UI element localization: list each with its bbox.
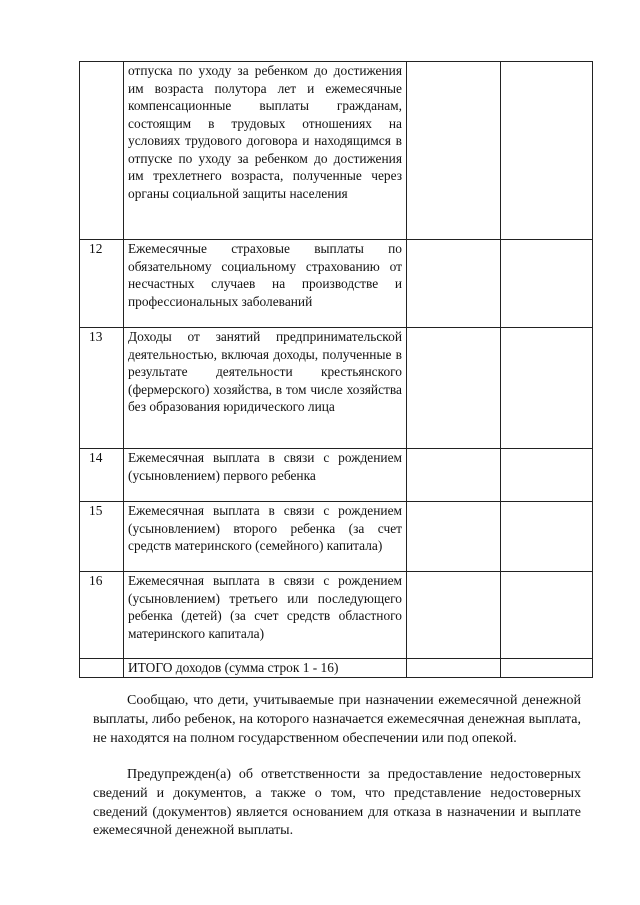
row-number: 12 [80, 240, 124, 328]
row-value-cell [407, 659, 501, 678]
row-number: 14 [80, 449, 124, 502]
row-description [124, 659, 407, 678]
row-description-text: Ежемесячная выплата в связи с рождением (усыновлением) третьего или последующего ребенка (детей) (за счет средств областного материнского капитала) [128, 573, 402, 641]
table-row-total [80, 659, 593, 678]
row-value-cell [407, 62, 501, 240]
row-value-cell [407, 240, 501, 328]
row-description [124, 328, 407, 449]
row-value-cell [407, 449, 501, 502]
table-row [80, 572, 593, 659]
row-description-text: отпуска по уходу за ребенком до достижения им возраста полутора лет и ежемесячные компенсационные выплаты гражданам, состоящим в трудовых отношениях на условиях трудового договора и находящимся в отпуске по уходу за ребенком до достижения им трехлетнего возраста, полученные через органы социальной защиты населения [128, 63, 402, 201]
statement-paragraph: Сообщаю, что дети, учитываемые при назначении ежемесячной денежной выплаты, либо ребенок, на которого назначается ежемесячная денежная выплата, не находятся на полном государственном обеспечении или под опекой. [93, 693, 581, 746]
row-description-text: Ежемесячная выплата в связи с рождением (усыновлением) первого ребенка [128, 450, 402, 483]
row-number: 13 [80, 328, 124, 449]
income-table [79, 61, 593, 678]
warning-paragraph: Предупрежден(а) об ответственности за предоставление недостоверных сведений и документов, а также о том, что представление недостоверных сведений (документов) является основанием для отказа в назначении и выплате ежемесячной денежной выплаты. [93, 767, 581, 839]
row-description-text: Ежемесячные страховые выплаты по обязательному социальному страхованию от несчастных случаев на производстве и профессиональных заболеваний [128, 241, 402, 309]
row-value-cell [407, 502, 501, 572]
row-description [124, 572, 407, 659]
row-value-cell [501, 240, 593, 328]
row-number: 16 [80, 572, 124, 659]
table-row [80, 240, 593, 328]
row-value-cell [501, 449, 593, 502]
row-value-cell [501, 328, 593, 449]
row-number [80, 659, 124, 678]
row-description [124, 240, 407, 328]
table-row [80, 62, 593, 240]
table-row [80, 502, 593, 572]
table-row [80, 449, 593, 502]
row-value-cell [407, 328, 501, 449]
row-description [124, 62, 407, 240]
row-value-cell [501, 659, 593, 678]
row-description [124, 502, 407, 572]
row-description-text: Доходы от занятий предпринимательской деятельностью, включая доходы, полученные в результате деятельности крестьянского (фермерского) хозяйства, в том числе хозяйства без образования юридического лица [128, 329, 402, 414]
row-value-cell [407, 572, 501, 659]
row-description [124, 449, 407, 502]
row-value-cell [501, 62, 593, 240]
row-description-text: Ежемесячная выплата в связи с рождением (усыновлением) второго ребенка (за счет средств материнского (семейного) капитала) [128, 503, 402, 553]
row-number [80, 62, 124, 240]
table-row [80, 328, 593, 449]
row-value-cell [501, 572, 593, 659]
row-number: 15 [80, 502, 124, 572]
row-description-text: ИТОГО доходов (сумма строк 1 - 16) [128, 660, 339, 675]
row-value-cell [501, 502, 593, 572]
